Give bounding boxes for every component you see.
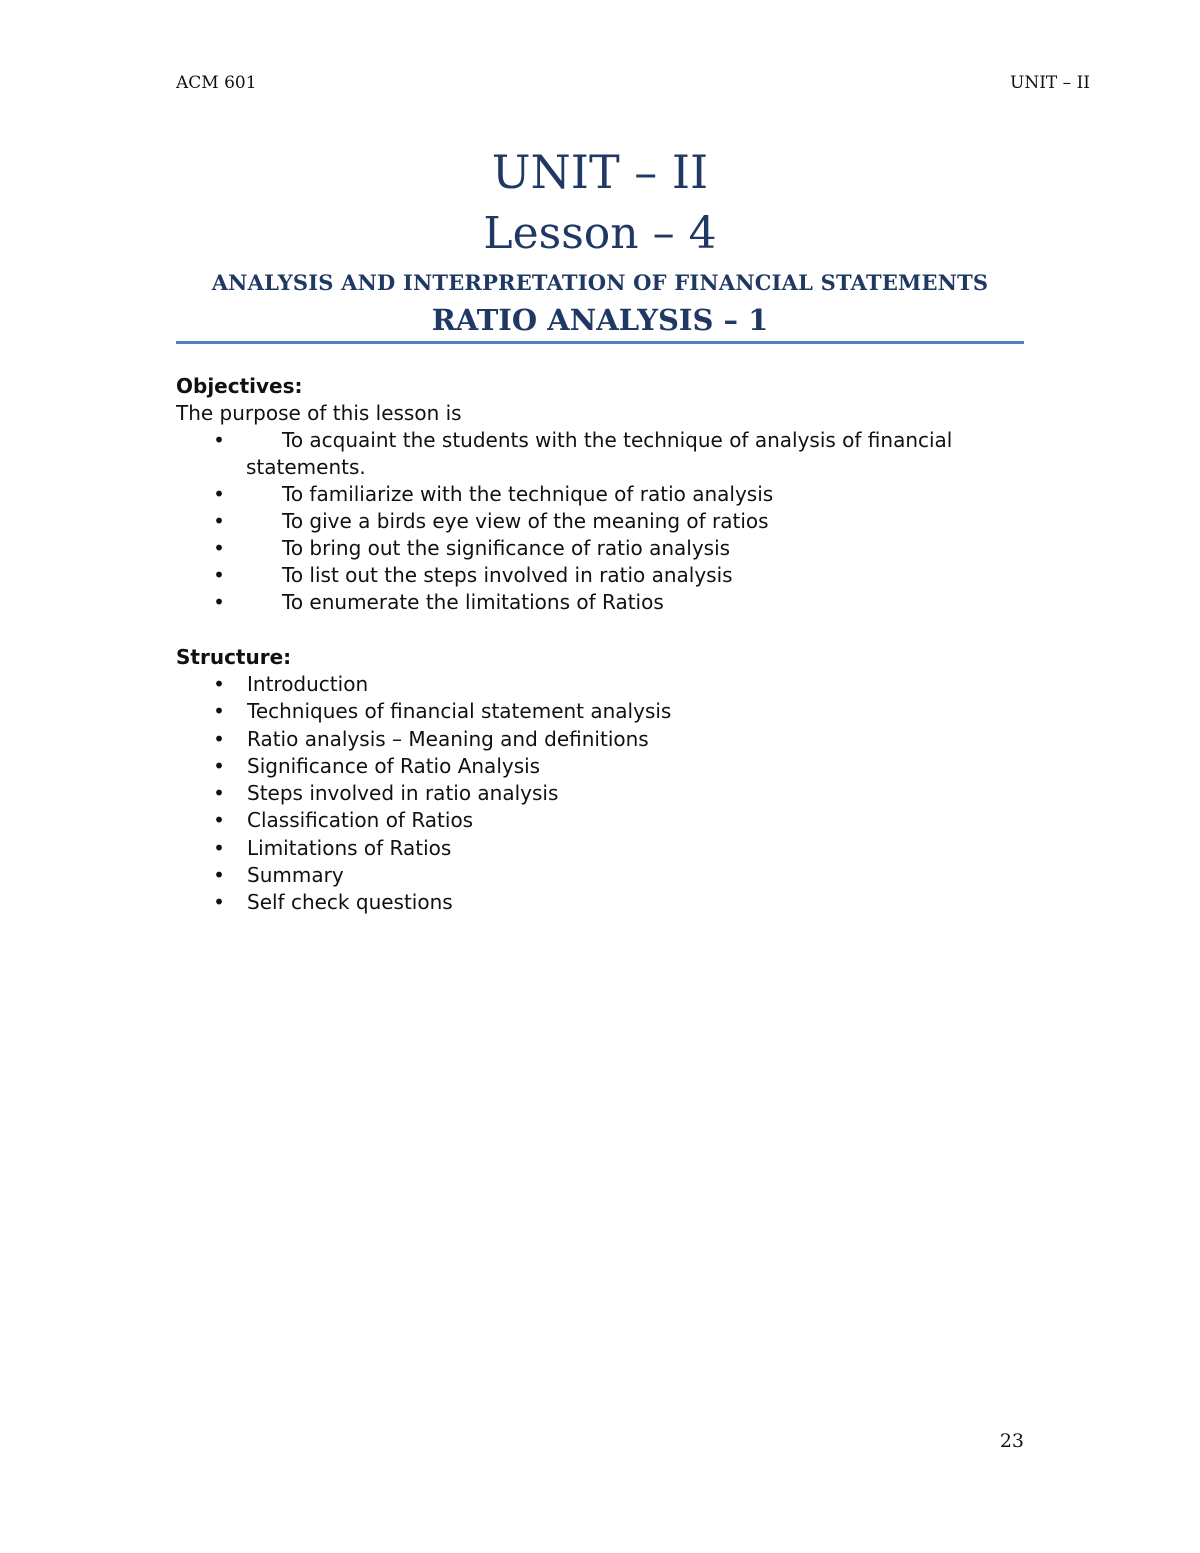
- lesson-title: Lesson – 4: [483, 208, 717, 259]
- bullet-icon: •: [213, 726, 225, 751]
- bullet-icon: •: [213, 563, 225, 587]
- title-underline-rule: [176, 341, 1024, 344]
- bullet-icon: •: [213, 509, 225, 533]
- bullet-icon: •: [213, 699, 225, 724]
- bullet-icon: •: [213, 482, 225, 506]
- objectives-intro: The purpose of this lesson is: [176, 401, 462, 425]
- structure-heading: Structure:: [176, 645, 292, 669]
- objective-text: To bring out the significance of ratio analysis: [282, 536, 731, 560]
- list-item: [176, 889, 996, 916]
- list-item: [176, 589, 996, 616]
- objective-text: To give a birds eye view of the meaning of ratios: [282, 509, 769, 533]
- subject-title: ANALYSIS AND INTERPRETATION OF FINANCIAL STATEMENTS: [211, 270, 989, 295]
- objectives-heading: Objectives:: [176, 374, 303, 398]
- objective-text: To list out the steps involved in ratio analysis: [282, 563, 733, 587]
- bullet-icon: •: [213, 590, 225, 614]
- topic-title: RATIO ANALYSIS – 1: [431, 303, 769, 337]
- bullet-icon: •: [213, 753, 225, 778]
- unit-title: UNIT – II: [491, 145, 709, 199]
- structure-list: [176, 671, 996, 917]
- structure-text: Significance of Ratio Analysis: [247, 753, 541, 778]
- list-item: [176, 481, 996, 508]
- bullet-icon: •: [213, 808, 225, 833]
- bullet-icon: •: [213, 536, 225, 560]
- page-number: 23: [999, 1430, 1024, 1452]
- list-item: [176, 427, 996, 481]
- objective-text: To familiarize with the technique of ratio analysis: [282, 482, 774, 506]
- list-item: [176, 780, 996, 807]
- objective-text: To acquaint the students with the technique of analysis of financial statements.: [246, 428, 953, 479]
- running-header-unit: UNIT – II: [1010, 73, 1090, 93]
- structure-text: Summary: [247, 863, 344, 888]
- running-header-course-code: ACM 601: [176, 73, 257, 93]
- objectives-list: [176, 427, 996, 616]
- bullet-icon: •: [213, 863, 225, 888]
- list-item: [176, 671, 996, 698]
- list-item: [176, 726, 996, 753]
- bullet-icon: •: [213, 672, 225, 696]
- bullet-icon: •: [213, 428, 225, 452]
- structure-text: Self check questions: [247, 890, 453, 915]
- bullet-icon: •: [213, 835, 225, 860]
- list-item: [176, 508, 996, 535]
- bullet-icon: •: [213, 781, 225, 806]
- structure-text: Steps involved in ratio analysis: [247, 781, 559, 806]
- list-item: [176, 535, 996, 562]
- list-item: [176, 862, 996, 889]
- list-item: [176, 835, 996, 862]
- list-item: [176, 698, 996, 725]
- structure-text: Classification of Ratios: [247, 808, 474, 833]
- structure-text: Ratio analysis – Meaning and definitions: [247, 726, 649, 751]
- list-item: [176, 562, 996, 589]
- structure-text: Techniques of financial statement analysis: [247, 699, 672, 724]
- structure-text: Limitations of Ratios: [247, 835, 452, 860]
- list-item: [176, 753, 996, 780]
- structure-text: Introduction: [247, 672, 369, 696]
- title-block: [176, 140, 1024, 340]
- objective-text: To enumerate the limitations of Ratios: [282, 590, 664, 614]
- list-item: [176, 807, 996, 834]
- bullet-icon: •: [213, 890, 225, 915]
